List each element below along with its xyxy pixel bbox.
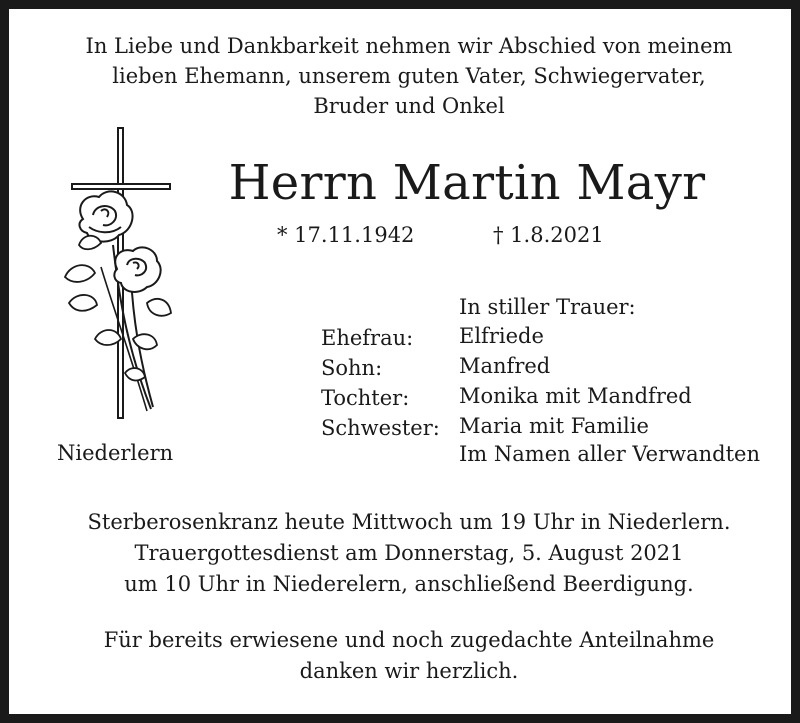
service-details [29,507,789,600]
relative-name: Monika mit Mandfred [459,384,692,408]
relative-role: Schwester: [321,416,440,440]
service-line: Trauergottesdienst am Donnerstag, 5. August 2021 [134,541,684,565]
cross-with-roses-icon [61,127,181,427]
relative-role: Sohn: [321,356,383,380]
relative-name: Manfred [459,354,551,378]
relative-name: Elfriede [459,324,544,348]
relative-name: Maria mit Familie [459,414,649,438]
place-name: Niederlern [57,441,174,465]
intro-text [29,31,789,121]
relatives-names [459,321,692,441]
death-date: † 1.8.2021 [493,223,604,247]
thanks-line: Für bereits erwiesene und noch zugedachte Anteilnahme [103,628,715,652]
thanks-text [29,625,789,687]
relatives-roles [321,323,440,443]
intro-line: In Liebe und Dankbarkeit nehmen wir Abschied von meinem [85,34,733,58]
birth-date: * 17.11.1942 [277,223,415,247]
intro-line: lieben Ehemann, unserem guten Vater, Schwiegervater, [112,64,706,88]
service-line: um 10 Uhr in Niederelern, anschließend Beerdigung. [124,572,694,596]
thanks-line: danken wir herzlich. [299,659,519,683]
mourners-heading: In stiller Trauer: [459,295,636,319]
service-line: Sterberosenkranz heute Mittwoch um 19 Uhr in Niederlern. [87,510,731,534]
relative-role: Tochter: [321,386,410,410]
relatives-closing: Im Namen aller Verwandten [459,442,760,466]
deceased-name: Herrn Martin Mayr [228,155,706,211]
relative-role: Ehefrau: [321,326,414,350]
intro-line: Bruder und Onkel [313,94,505,118]
